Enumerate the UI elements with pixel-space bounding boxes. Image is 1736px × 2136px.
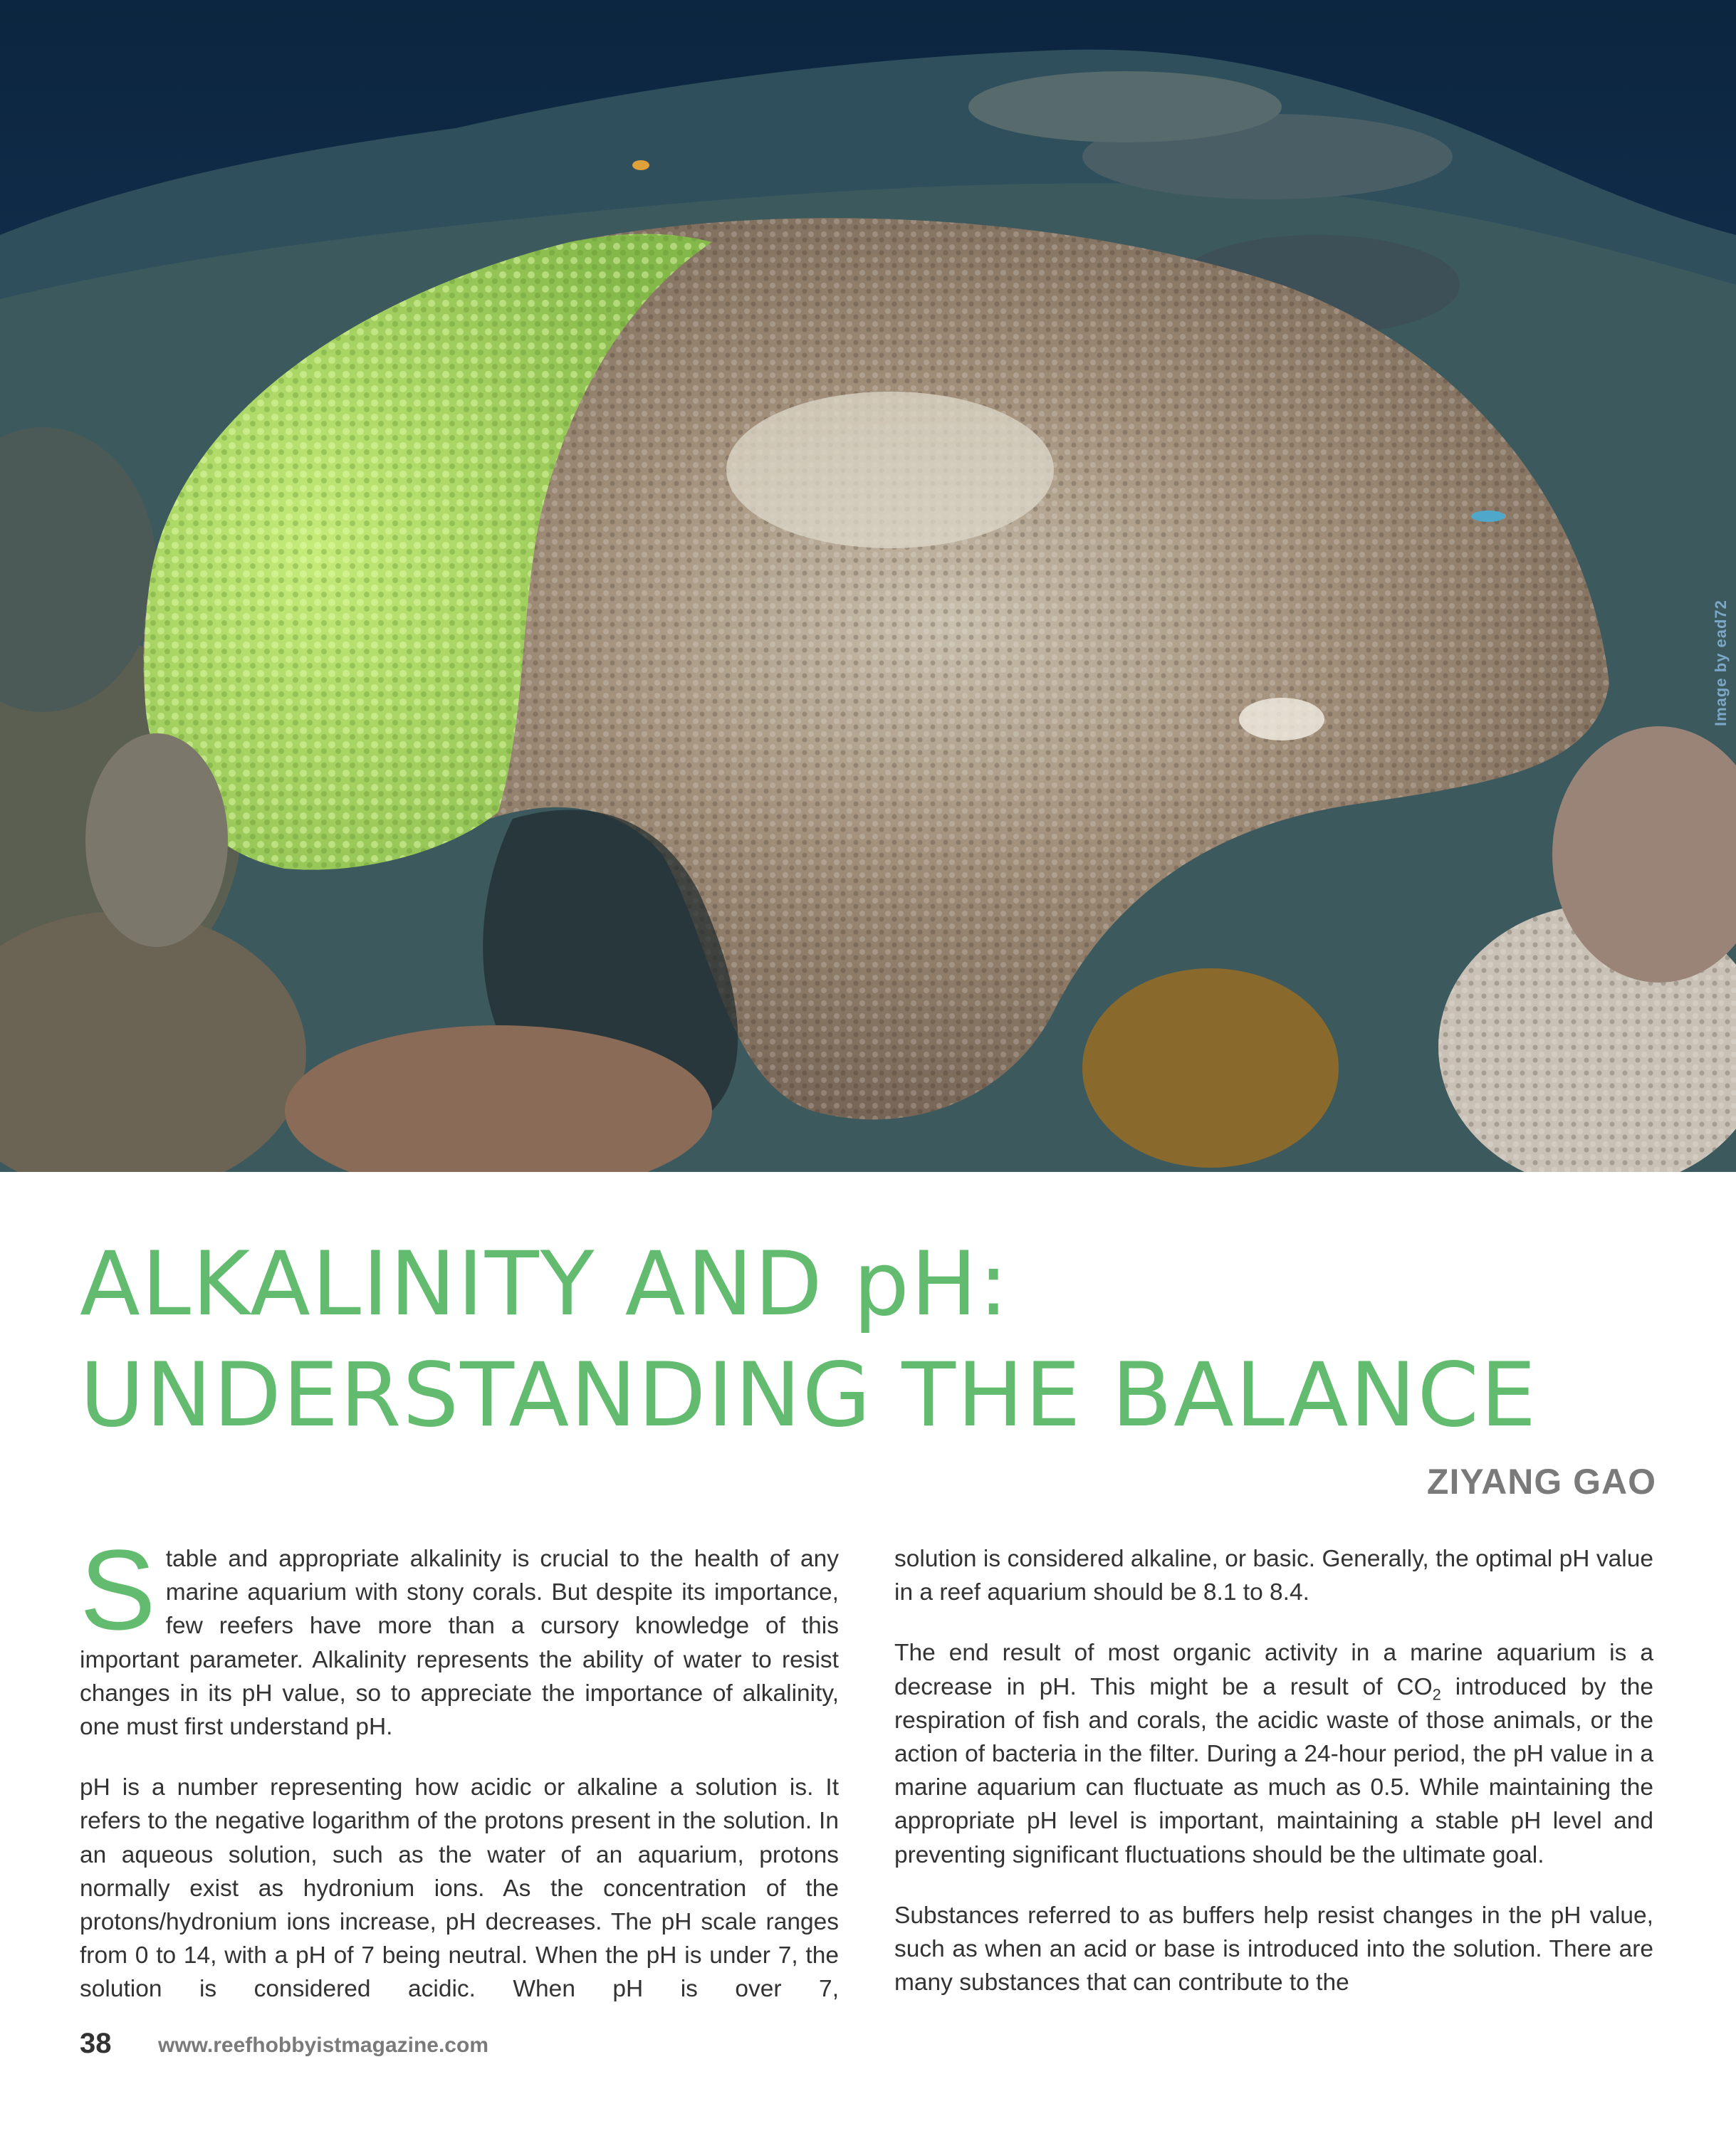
page-number: 38 bbox=[80, 2028, 112, 2059]
co2-subscript: 2 bbox=[1432, 1685, 1441, 1704]
paragraph-3-text-b: introduced by the respiration of fish and corals, the acidic waste of those animals, or the action of bacteria in the filter. During a 24-hour period, the pH value in a marine aquarium can fluctuate as much as 0.5. While maintaining the appropriate pH level is important, maintaining a stable pH level and preventing significant fluctuations should be the ultimate goal. bbox=[894, 1673, 1653, 1868]
article-title-line-2: UNDERSTANDING THE BALANCE bbox=[80, 1344, 1538, 1447]
photo-credit: Image by ead72 bbox=[1712, 600, 1730, 726]
drop-cap: S bbox=[80, 1526, 156, 1653]
paragraph-1-text: table and appropriate alkalinity is crucial to the health of any marine aquarium with stony corals. But despite its importance, few reefers have more than a cursory knowledge of this important parameter. Alkalinity represents the ability of water to resist changes in its pH value, so to appreciate the importance of alkalinity, one must first understand pH. bbox=[80, 1546, 839, 1741]
footer-url[interactable]: www.reefhobbyistmagazine.com bbox=[158, 2033, 488, 2057]
paragraph-4: Substances referred to as buffers help resist changes in the pH value, such as when an acid or base is introduced into the solution. There are many substances that can contribute to the bbox=[894, 1902, 1653, 1996]
body-column-left bbox=[80, 1526, 839, 2033]
paragraph-1 bbox=[80, 1526, 839, 1744]
paragraph-3 bbox=[894, 1636, 1653, 1871]
paragraph-3-text-a: The end result of most organic activity in a marine aquarium is a decrease in pH. This might be a result of CO bbox=[894, 1640, 1653, 1700]
author-byline: ZIYANG GAO bbox=[1426, 1462, 1656, 1502]
article-title-line-1: ALKALINITY AND pH: bbox=[80, 1233, 1010, 1336]
paragraph-2: pH is a number representing how acidic or alkaline a solution is. It refers to the negative logarithm of the protons present in the solution. In an aqueous solution, such as the water of an aquarium, protons normally exist as hydronium ions. As the concentration of the protons/hydronium ions increase, pH decreases. The pH scale ranges from 0 to 14, with a pH of 7 being neutral. When the pH is under 7, the solution is considered acidic. When pH is over 7, bbox=[80, 1774, 839, 2003]
body-column-right bbox=[894, 1542, 1653, 2026]
paragraph-2-continued: solution is considered alkaline, or basic. Generally, the optimal pH value in a reef aquarium should be 8.1 to 8.4. bbox=[894, 1546, 1653, 1606]
